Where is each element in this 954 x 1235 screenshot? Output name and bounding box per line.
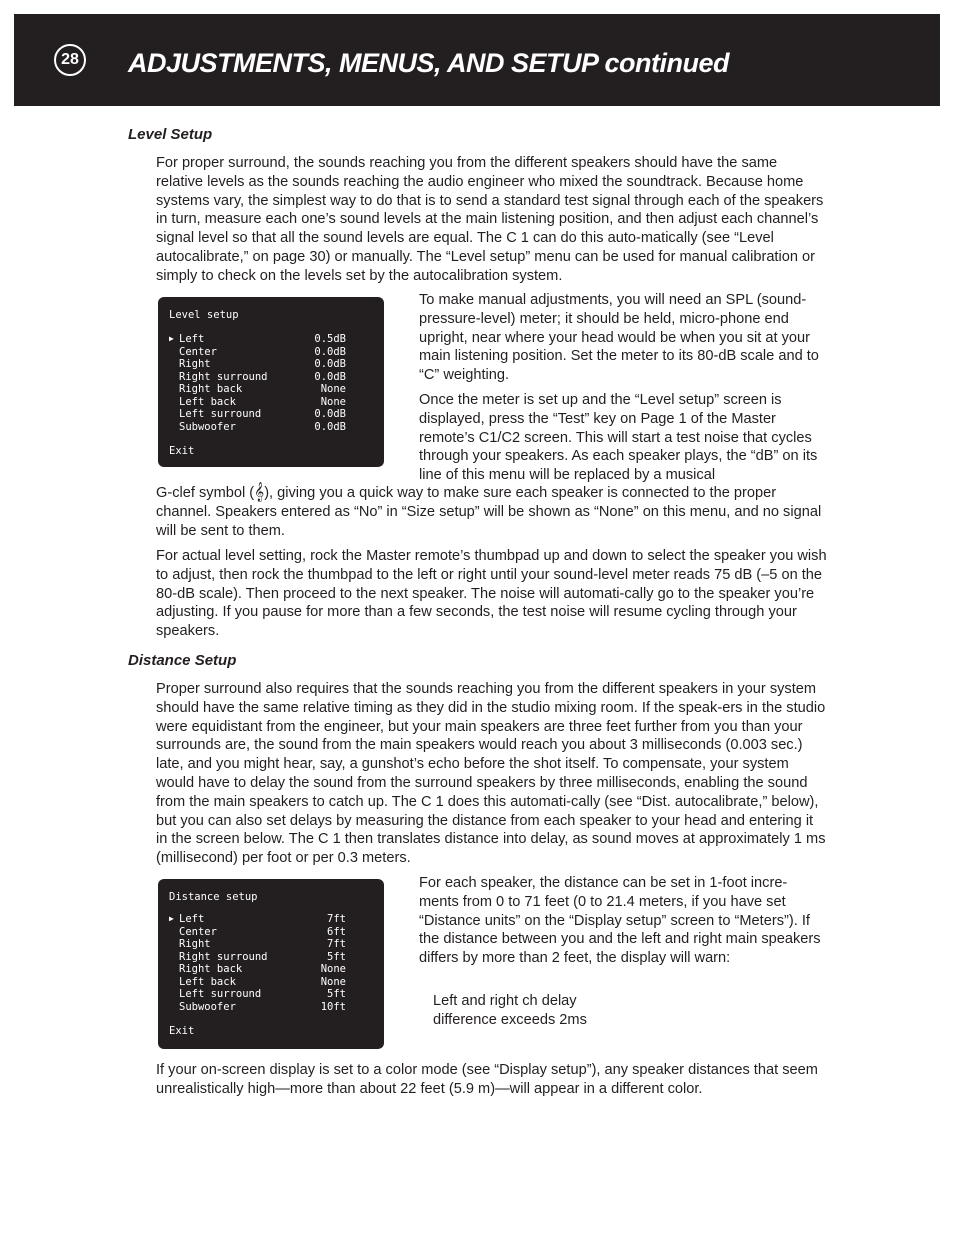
level-setup-intro: For proper surround, the sounds reaching you from the different speakers should have the same relative levels as the sounds reaching the audio engineer who mixed the soundtrack. Because home systems vary, the simplest way to do that is to send a standard test signal through each of the speakers in turn, measure each one’s sound levels at the main listening position, and then adjust each channel’s signal level so that all the sound levels are equal. The C 1 can do this auto-matically (see “Level autocalibrate,” on page 30) or manually. The “Level setup” menu can be used for manual calibration or simply to check on the levels set by the autocalibration system. bbox=[156, 155, 824, 284]
row-label: Subwoofer bbox=[179, 1000, 236, 1013]
screen-row bbox=[169, 1001, 346, 1014]
row-value: None bbox=[320, 975, 346, 988]
warning-line-2: difference exceeds 2ms bbox=[433, 1012, 587, 1028]
row-label: Center bbox=[179, 345, 217, 358]
test-paragraph-part2 bbox=[156, 484, 828, 540]
screen-row bbox=[169, 988, 346, 1001]
row-value: None bbox=[320, 383, 346, 395]
row-value: 0.0dB bbox=[314, 358, 346, 370]
screen-exit-item: Exit bbox=[169, 1025, 195, 1037]
color-mode-paragraph: If your on-screen display is set to a color mode (see “Display setup”), any speaker distances that seem unrealistically high—more than about 22 feet (5.9 m)—will appear in a different color. bbox=[156, 1062, 818, 1097]
distance-range-paragraph: For each speaker, the distance can be set in 1-foot incre-ments from 0 to 71 feet (0 to 21.4 meters, if you have set “Distance units” on the “Display setup” screen to “Meters”). If the distance between you and the left and right main speakers differs by more than 2 feet, the display will warn: bbox=[419, 875, 821, 967]
warning-line-1: Left and right ch delay bbox=[433, 993, 577, 1009]
screen-row bbox=[169, 396, 346, 409]
test-paragraph-part1: Once the meter is set up and the “Level setup” screen is displayed, press the “Test” key on Page 1 of the Master remote’s C1/C2 screen. This will start a test noise that cycles through your speakers. As each speaker plays, the “dB” on its line of this menu will be replaced by a musical bbox=[419, 392, 818, 484]
level-setup-screen bbox=[158, 297, 384, 467]
row-label: Right surround bbox=[179, 950, 268, 963]
level-setup-heading: Level Setup bbox=[128, 126, 213, 143]
row-label: Right back bbox=[179, 383, 243, 395]
screen-row bbox=[169, 333, 346, 346]
row-value: 0.0dB bbox=[314, 420, 346, 433]
screen-row bbox=[169, 963, 346, 976]
row-value: None bbox=[320, 395, 346, 408]
test-paragraph-after: ), giving you a quick way to make sure each speaker is connected to the proper channel. Speakers entered as “No” in “Size setup” will be shown as “None” on this menu, and no signal will be sent to them. bbox=[156, 485, 822, 539]
screen-row bbox=[169, 358, 346, 371]
row-label: Left bbox=[179, 333, 205, 345]
screen-title: Distance setup bbox=[169, 891, 258, 903]
screen-row bbox=[169, 346, 346, 359]
page-title: ADJUSTMENTS, MENUS, AND SETUP continued bbox=[128, 48, 730, 78]
row-label: Left surround bbox=[179, 408, 262, 420]
screen-row bbox=[169, 371, 346, 384]
distance-setup-heading: Distance Setup bbox=[128, 652, 237, 669]
row-label: Right surround bbox=[179, 370, 268, 383]
cursor-arrow-icon: ▶ bbox=[169, 334, 174, 343]
page-number-badge: 28 bbox=[54, 44, 86, 76]
row-label: Center bbox=[179, 925, 217, 938]
screen-row bbox=[169, 408, 346, 421]
level-adjust-paragraph: For actual level setting, rock the Master remote’s thumbpad up and down to select the speaker you wish to adjust, then rock the thumbpad to the left or right until your sound-level meter reads 75 dB (–5 on the 80-dB scale). Then proceed to the next speaker. The noise will automati-cally go to the speaker you’re adjusting. If you pause for more than a few seconds, the test noise will resume cycling through your speakers. bbox=[156, 548, 827, 640]
row-label: Right back bbox=[179, 963, 243, 975]
distance-setup-intro: Proper surround also requires that the sounds reaching you from the different speakers in your system should have the same relative timing as they did in the studio mixing room. If the speak-ers in the studio were equidistant from the engineer, but your main speakers are three feet further from you than your surrounds are, the sound from the main speakers would reach you about 3 milliseconds (0.003 sec.) late, and you might hear, say, a gunshot’s echo before the shot itself. To compensate, your system would have to delay the sound from the surround speakers by three milliseconds, enabling the sound from the main speakers to catch up. The C 1 does this automati-cally (see “Dist. autocalibrate,” below), but you can also set delays by measuring the distance from each speaker to your head and entering it in the screen below. The C 1 then translates distance into delay, as sound moves at approximately 1 ms (millisecond) per foot or per 0.3 meters. bbox=[156, 681, 826, 867]
screen-row bbox=[169, 951, 346, 964]
row-value: 7ft bbox=[327, 938, 346, 950]
row-value: 7ft bbox=[327, 913, 346, 925]
screen-title: Level setup bbox=[169, 309, 239, 321]
row-label: Left surround bbox=[179, 988, 262, 1000]
screen-row bbox=[169, 976, 346, 989]
screen-row bbox=[169, 913, 346, 926]
screen-row bbox=[169, 383, 346, 396]
row-label: Right bbox=[179, 358, 211, 370]
row-label: Left bbox=[179, 913, 205, 925]
screen-row bbox=[169, 938, 346, 951]
row-label: Left back bbox=[179, 975, 236, 988]
screen-row bbox=[169, 926, 346, 939]
row-value: 5ft bbox=[327, 988, 346, 1000]
row-value: 5ft bbox=[327, 950, 346, 963]
screen-row bbox=[169, 421, 346, 434]
screen-exit-item: Exit bbox=[169, 445, 195, 457]
row-label: Right bbox=[179, 938, 211, 950]
row-value: 6ft bbox=[327, 925, 346, 938]
row-value: None bbox=[320, 963, 346, 975]
row-value: 10ft bbox=[320, 1000, 346, 1013]
row-label: Left back bbox=[179, 395, 236, 408]
distance-setup-screen bbox=[158, 879, 384, 1049]
manual-adjust-paragraph: To make manual adjustments, you will need an SPL (sound-pressure-level) meter; it should be held, micro-phone end upright, near where your head would be when you sit at your main listening position. Set the meter to its 80-dB scale and to “C” weighting. bbox=[419, 292, 819, 384]
test-paragraph-before: G-clef symbol ( bbox=[156, 485, 255, 501]
row-value: 0.0dB bbox=[314, 408, 346, 420]
cursor-arrow-icon: ▶ bbox=[169, 914, 174, 923]
g-clef-icon: 𝄞 bbox=[254, 482, 265, 502]
page-header bbox=[14, 14, 940, 106]
row-label: Subwoofer bbox=[179, 420, 236, 433]
row-value: 0.0dB bbox=[314, 370, 346, 383]
row-value: 0.5dB bbox=[314, 333, 346, 345]
row-value: 0.0dB bbox=[314, 345, 346, 358]
